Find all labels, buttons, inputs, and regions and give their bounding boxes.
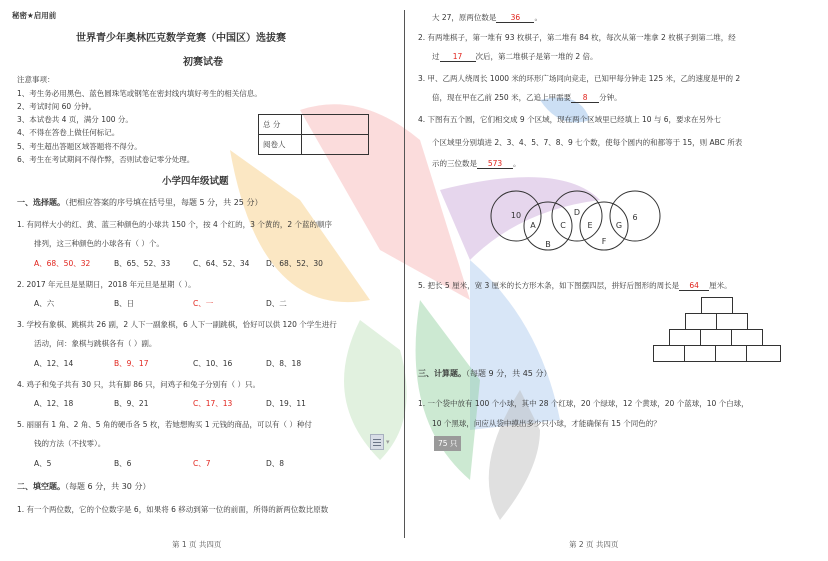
q1-text: 排列，这三种颜色的小球各有（ ）个。: [34, 239, 164, 248]
fill3-answer: 8: [571, 93, 599, 103]
note-item: 1、考生务必用黑色、蓝色圆珠笔或钢笔在密封线内填好考生的相关信息。: [17, 89, 262, 98]
section3-title: 三、计算题。: [418, 369, 466, 378]
brick: [746, 345, 781, 362]
fill1-text: 大 27，原两位数是: [432, 13, 497, 22]
brick: [731, 329, 763, 346]
section3-header: [418, 368, 551, 379]
region-label-10: 10: [510, 211, 522, 220]
page-divider: [404, 10, 405, 538]
q5-option-d: D、8: [266, 459, 285, 468]
q1-option-a: A、68、50、32: [34, 259, 91, 268]
section1-header: [17, 197, 262, 208]
section2-desc: （每题 6 分，共 30 分）: [65, 482, 151, 491]
calc1-answer: 75 只: [434, 436, 461, 451]
reviewer-cell[interactable]: [302, 135, 369, 155]
q2-text: 2. 2017 年元旦是星期日，2018 年元旦是星期（ ）。: [17, 280, 196, 289]
q2-option-c: C、一: [193, 299, 214, 308]
region-label-c: C: [560, 221, 566, 230]
fill2-continued: [432, 51, 598, 62]
note-item: 4、不得在答卷上做任何标记。: [17, 128, 120, 137]
fill4-continued: [432, 158, 521, 169]
q5-option-a: A、5: [34, 459, 52, 468]
region-label-e: E: [587, 221, 593, 230]
note-item: 3、本试卷共 4 页，满分 100 分。: [17, 115, 133, 124]
q3-option-b: B、9、17: [114, 359, 149, 368]
fill3-text: 倍，现在甲在乙前 250 米，乙追上甲需要: [432, 93, 572, 102]
section2-header: [17, 481, 150, 492]
fill3-text-end: 分钟。: [599, 93, 622, 102]
grade-title: 小学四年级试题: [162, 176, 229, 187]
region-label-f: F: [601, 237, 607, 246]
q4-option-d: D、19、11: [266, 399, 306, 408]
q5-option-c: C、7: [193, 459, 211, 468]
q3-option-c: C、10、16: [193, 359, 233, 368]
page-footer-right: 第 2 页 共四页: [569, 540, 619, 549]
fill4-text: 个区域里分别填进 2、3、4、5、7、8、9 七个数，使每个圆内的和都等于 15，则 ABC 所表: [432, 138, 743, 147]
five-circles-diagram: [488, 186, 668, 252]
q4-option-a: A、12、18: [34, 399, 74, 408]
confidential-label: 秘密★启用前: [12, 11, 57, 20]
region-label-6: 6: [632, 213, 638, 222]
fill4-text: 示的三位数是: [432, 159, 477, 168]
region-label-a: A: [530, 221, 536, 230]
q5-text: 钱的方法（不找零）。: [34, 439, 106, 448]
q1-option-b: B、65、52、33: [114, 259, 171, 268]
q5-option-b: B、6: [114, 459, 132, 468]
fill5-text-end: 厘米。: [709, 281, 732, 290]
brick: [669, 329, 701, 346]
region-label-g: G: [615, 221, 623, 230]
exam-title: 世界青少年奥林匹克数学竞赛（中国区）选拔赛: [76, 33, 286, 44]
note-item: 5、考生超出答题区域答题将不得分。: [17, 142, 142, 151]
fill2-text-end: 次后，第二堆棋子是第一堆的 2 倍。: [475, 52, 598, 61]
section1-desc: （把相应答案的序号填在括号里，每题 5 分，共 25 分）: [65, 198, 263, 207]
q5-text: 5. 丽丽有 1 角、2 角、5 角的硬币各 5 枚，若她想购买 1 元钱的商品，可以有（ ）种付: [17, 420, 312, 429]
fill2-text: 过: [432, 52, 440, 61]
note-item: 6、考生在考试期间不得作弊，否则试卷记零分处理。: [17, 155, 195, 164]
fill1-text: 1. 有一个两位数，它的个位数字是 6，如果将 6 移动到第一位的前面，所得的新两位数比原数: [17, 505, 329, 514]
fill1-answer: 36: [496, 13, 534, 23]
fill4-answer: 573: [477, 159, 513, 169]
notes-title: 注意事项：: [17, 75, 55, 84]
reviewer-label: 阅卷人: [259, 135, 302, 155]
fill4-text: 4. 下图有五个圆，它们相交成 9 个区域，现在两个区域里已经填上 10 与 6，要求在另外七: [418, 115, 722, 124]
q2-option-a: A、六: [34, 299, 55, 308]
fill1-text-end: 。: [534, 13, 542, 22]
exam-subtitle: 初赛试卷: [183, 57, 223, 68]
q3-text: 活动，问：象棋与跳棋各有（ ）副。: [34, 339, 157, 348]
page-footer-left: 第 1 页 共四页: [172, 540, 222, 549]
fill3-continued: [432, 92, 622, 103]
fill5-text: 5. 把长 5 厘米，宽 3 厘米的长方形木条，如下图摆四层，拼好后图形的周长是: [418, 281, 680, 290]
brick: [685, 313, 717, 330]
q4-option-b: B、9、21: [114, 399, 149, 408]
brick: [715, 345, 747, 362]
score-table: [258, 114, 369, 155]
q3-option-d: D、8、18: [266, 359, 302, 368]
note-item: 2、考试时间 60 分钟。: [17, 102, 97, 111]
q2-option-b: B、日: [114, 299, 135, 308]
q1-option-c: C、64、52、34: [193, 259, 250, 268]
q3-option-a: A、12、14: [34, 359, 74, 368]
region-label-b: B: [545, 240, 551, 249]
brick: [716, 313, 748, 330]
brick: [700, 329, 732, 346]
calc1-text: 1. 一个袋中放有 100 个小球，其中 28 个红球，20 个绿球，12 个黄球，20 个蓝球，10 个白球，: [418, 399, 749, 408]
fill3-text: 3. 甲、乙两人绕周长 1000 米的环形广场同向竞走，已知甲每分钟走 125 米，乙的速度是甲的 2: [418, 74, 741, 83]
section1-title: 一、选择题。: [17, 198, 65, 207]
calc1-text: 10 个黑球，问应从袋中摸出多少只小球，才能确保有 15 个同色的？: [432, 419, 661, 428]
fill5-text-line: [418, 280, 732, 291]
score-cell[interactable]: [302, 115, 369, 135]
fill2-text: 2. 有两堆棋子，第一堆有 93 枚棋子，第二堆有 84 枚，每次从第一堆拿 2 枚棋子到第二堆，经: [418, 33, 736, 42]
q1-option-d: D、68、52、30: [266, 259, 323, 268]
fill1-continued: [432, 12, 542, 23]
score-label: 总 分: [259, 115, 302, 135]
section3-desc: （每题 9 分，共 45 分）: [466, 369, 552, 378]
q1-text: 1. 有同样大小的红、黄、蓝三种颜色的小球共 150 个，按 4 个红的，3 个黄的，2 个蓝的顺序: [17, 220, 332, 229]
brick: [653, 345, 685, 362]
section2-title: 二、填空题。: [17, 482, 65, 491]
q3-text: 3. 学校有象棋、跳棋共 26 副，2 人下一副象棋，6 人下一副跳棋，恰好可以供 120 个学生进行: [17, 320, 337, 329]
document-icon[interactable]: [370, 434, 384, 450]
brick: [684, 345, 716, 362]
fill5-answer: 64: [679, 281, 709, 291]
fill4-text-end: 。: [513, 159, 521, 168]
q4-option-c: C、17、13: [193, 399, 233, 408]
brick: [701, 297, 733, 314]
chevron-down-icon[interactable]: ▾: [386, 438, 390, 446]
q2-option-d: D、二: [266, 299, 287, 308]
fill2-answer: 17: [440, 52, 476, 62]
q4-text: 4. 鸡子和兔子共有 30 只，共有脚 86 只，问鸡子和兔子分别有（ ）只。: [17, 380, 261, 389]
region-label-d: D: [573, 208, 581, 217]
